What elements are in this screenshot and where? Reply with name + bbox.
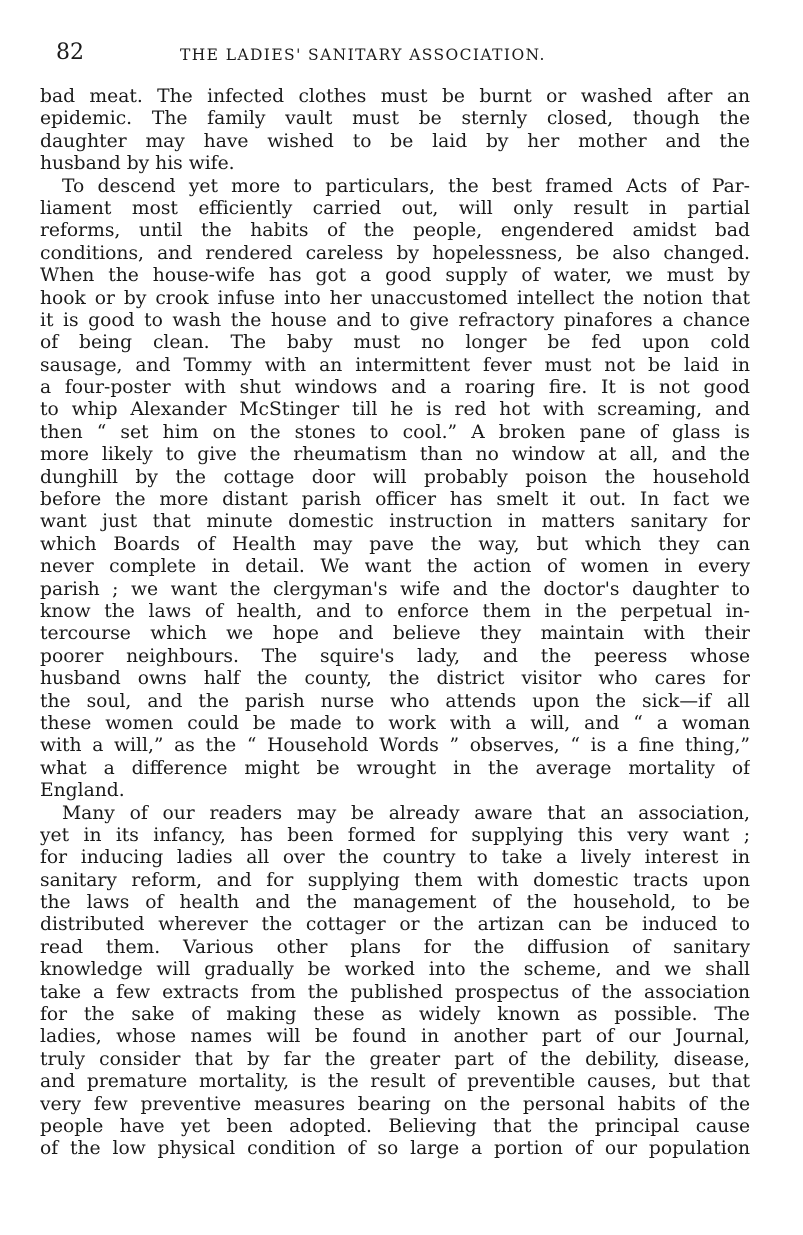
text-line: To descend yet more to particulars, the best framed Acts of Par- <box>62 175 750 197</box>
text-line: the laws of health and the management of the household, to be <box>40 892 750 914</box>
text-line: hook or by crook infuse into her unaccustomed intellect the notion that <box>40 287 750 309</box>
text-line: tercourse which we hope and believe they maintain with their <box>40 623 750 645</box>
text-line: ladies, whose names will be found in another part of our Journal, <box>40 1026 750 1048</box>
text-line: more likely to give the rheumatism than no window at all, and the <box>40 444 750 466</box>
text-line: then “ set him on the stones to cool.” A broken pane of glass is <box>40 421 750 443</box>
text-line: read them. Various other plans for the diffusion of sanitary <box>40 936 750 958</box>
text-line: take a few extracts from the published prospectus of the association <box>40 981 750 1003</box>
text-line: liament most efficiently carried out, will only result in partial <box>40 197 750 219</box>
text-line: reforms, until the habits of the people, engendered amidst bad <box>40 220 750 242</box>
text-line: Many of our readers may be already aware that an association, <box>62 802 750 824</box>
text-line: truly consider that by far the greater part of the debility, disease, <box>40 1048 750 1070</box>
text-line: with a will,” as the “ Household Words ” observes, “ is a fine thing,” <box>40 735 750 757</box>
text-line: these women could be made to work with a will, and “ a woman <box>40 712 750 734</box>
text-line: conditions, and rendered careless by hopelessness, be also changed. <box>40 242 750 264</box>
text-line: it is good to wash the house and to give refractory pinafores a chance <box>40 309 750 331</box>
text-line: for the sake of making these as widely known as possible. The <box>40 1004 750 1026</box>
text-line: a four-poster with shut windows and a roaring fire. It is not good <box>40 377 750 399</box>
text-line: what a difference might be wrought in the average mortality of <box>40 757 750 779</box>
text-line: England. <box>40 780 125 802</box>
text-line: husband owns half the county, the district visitor who cares for <box>40 668 750 690</box>
text-line: sanitary reform, and for supplying them with domestic tracts upon <box>40 869 750 891</box>
body-text <box>40 86 750 1161</box>
running-title: THE LADIES' SANITARY ASSOCIATION. <box>180 46 546 64</box>
text-line: poorer neighbours. The squire's lady, and the peeress whose <box>40 645 750 667</box>
text-line: which Boards of Health may pave the way, but which they can <box>40 533 750 555</box>
text-line: bad meat. The infected clothes must be burnt or washed after an <box>40 86 750 107</box>
text-line: knowledge will gradually be worked into the scheme, and we shall <box>40 959 750 981</box>
text-line: of being clean. The baby must no longer be fed upon cold <box>40 332 750 354</box>
text-line: want just that minute domestic instruction in matters sanitary for <box>40 511 750 533</box>
text-line: know the laws of health, and to enforce them in the perpetual in- <box>40 600 750 622</box>
text-line: epidemic. The family vault must be sternly closed, though the <box>40 108 750 130</box>
text-line: sausage, and Tommy with an intermittent fever must not be laid in <box>40 354 750 376</box>
text-line: distributed wherever the cottager or the artizan can be induced to <box>40 914 750 936</box>
text-line: before the more distant parish officer has smelt it out. In fact we <box>40 489 750 511</box>
text-line: to whip Alexander McStinger till he is red hot with screaming, and <box>40 399 750 421</box>
page-number: 82 <box>56 40 84 65</box>
text-line: husband by his wife. <box>40 153 235 175</box>
text-line: and premature mortality, is the result of preventible causes, but that <box>40 1071 750 1093</box>
text-line: daughter may have wished to be laid by her mother and the <box>40 130 750 152</box>
text-line: parish ; we want the clergyman's wife and the doctor's daughter to <box>40 578 750 600</box>
text-line: yet in its infancy, has been formed for supplying this very want ; <box>40 824 750 846</box>
text-line: of the low physical condition of so large a portion of our population <box>40 1138 750 1160</box>
text-line: never complete in detail. We want the action of women in every <box>40 556 750 578</box>
text-line: dunghill by the cottage door will probably poison the household <box>40 466 750 488</box>
text-line: for inducing ladies all over the country to take a lively interest in <box>40 847 750 869</box>
text-line: When the house-wife has got a good supply of water, we must by <box>40 265 750 287</box>
text-line: very few preventive measures bearing on the personal habits of the <box>40 1093 750 1115</box>
text-line: people have yet been adopted. Believing that the principal cause <box>40 1115 750 1137</box>
page-header <box>56 40 743 70</box>
text-line: the soul, and the parish nurse who attends upon the sick—if all <box>40 690 750 712</box>
